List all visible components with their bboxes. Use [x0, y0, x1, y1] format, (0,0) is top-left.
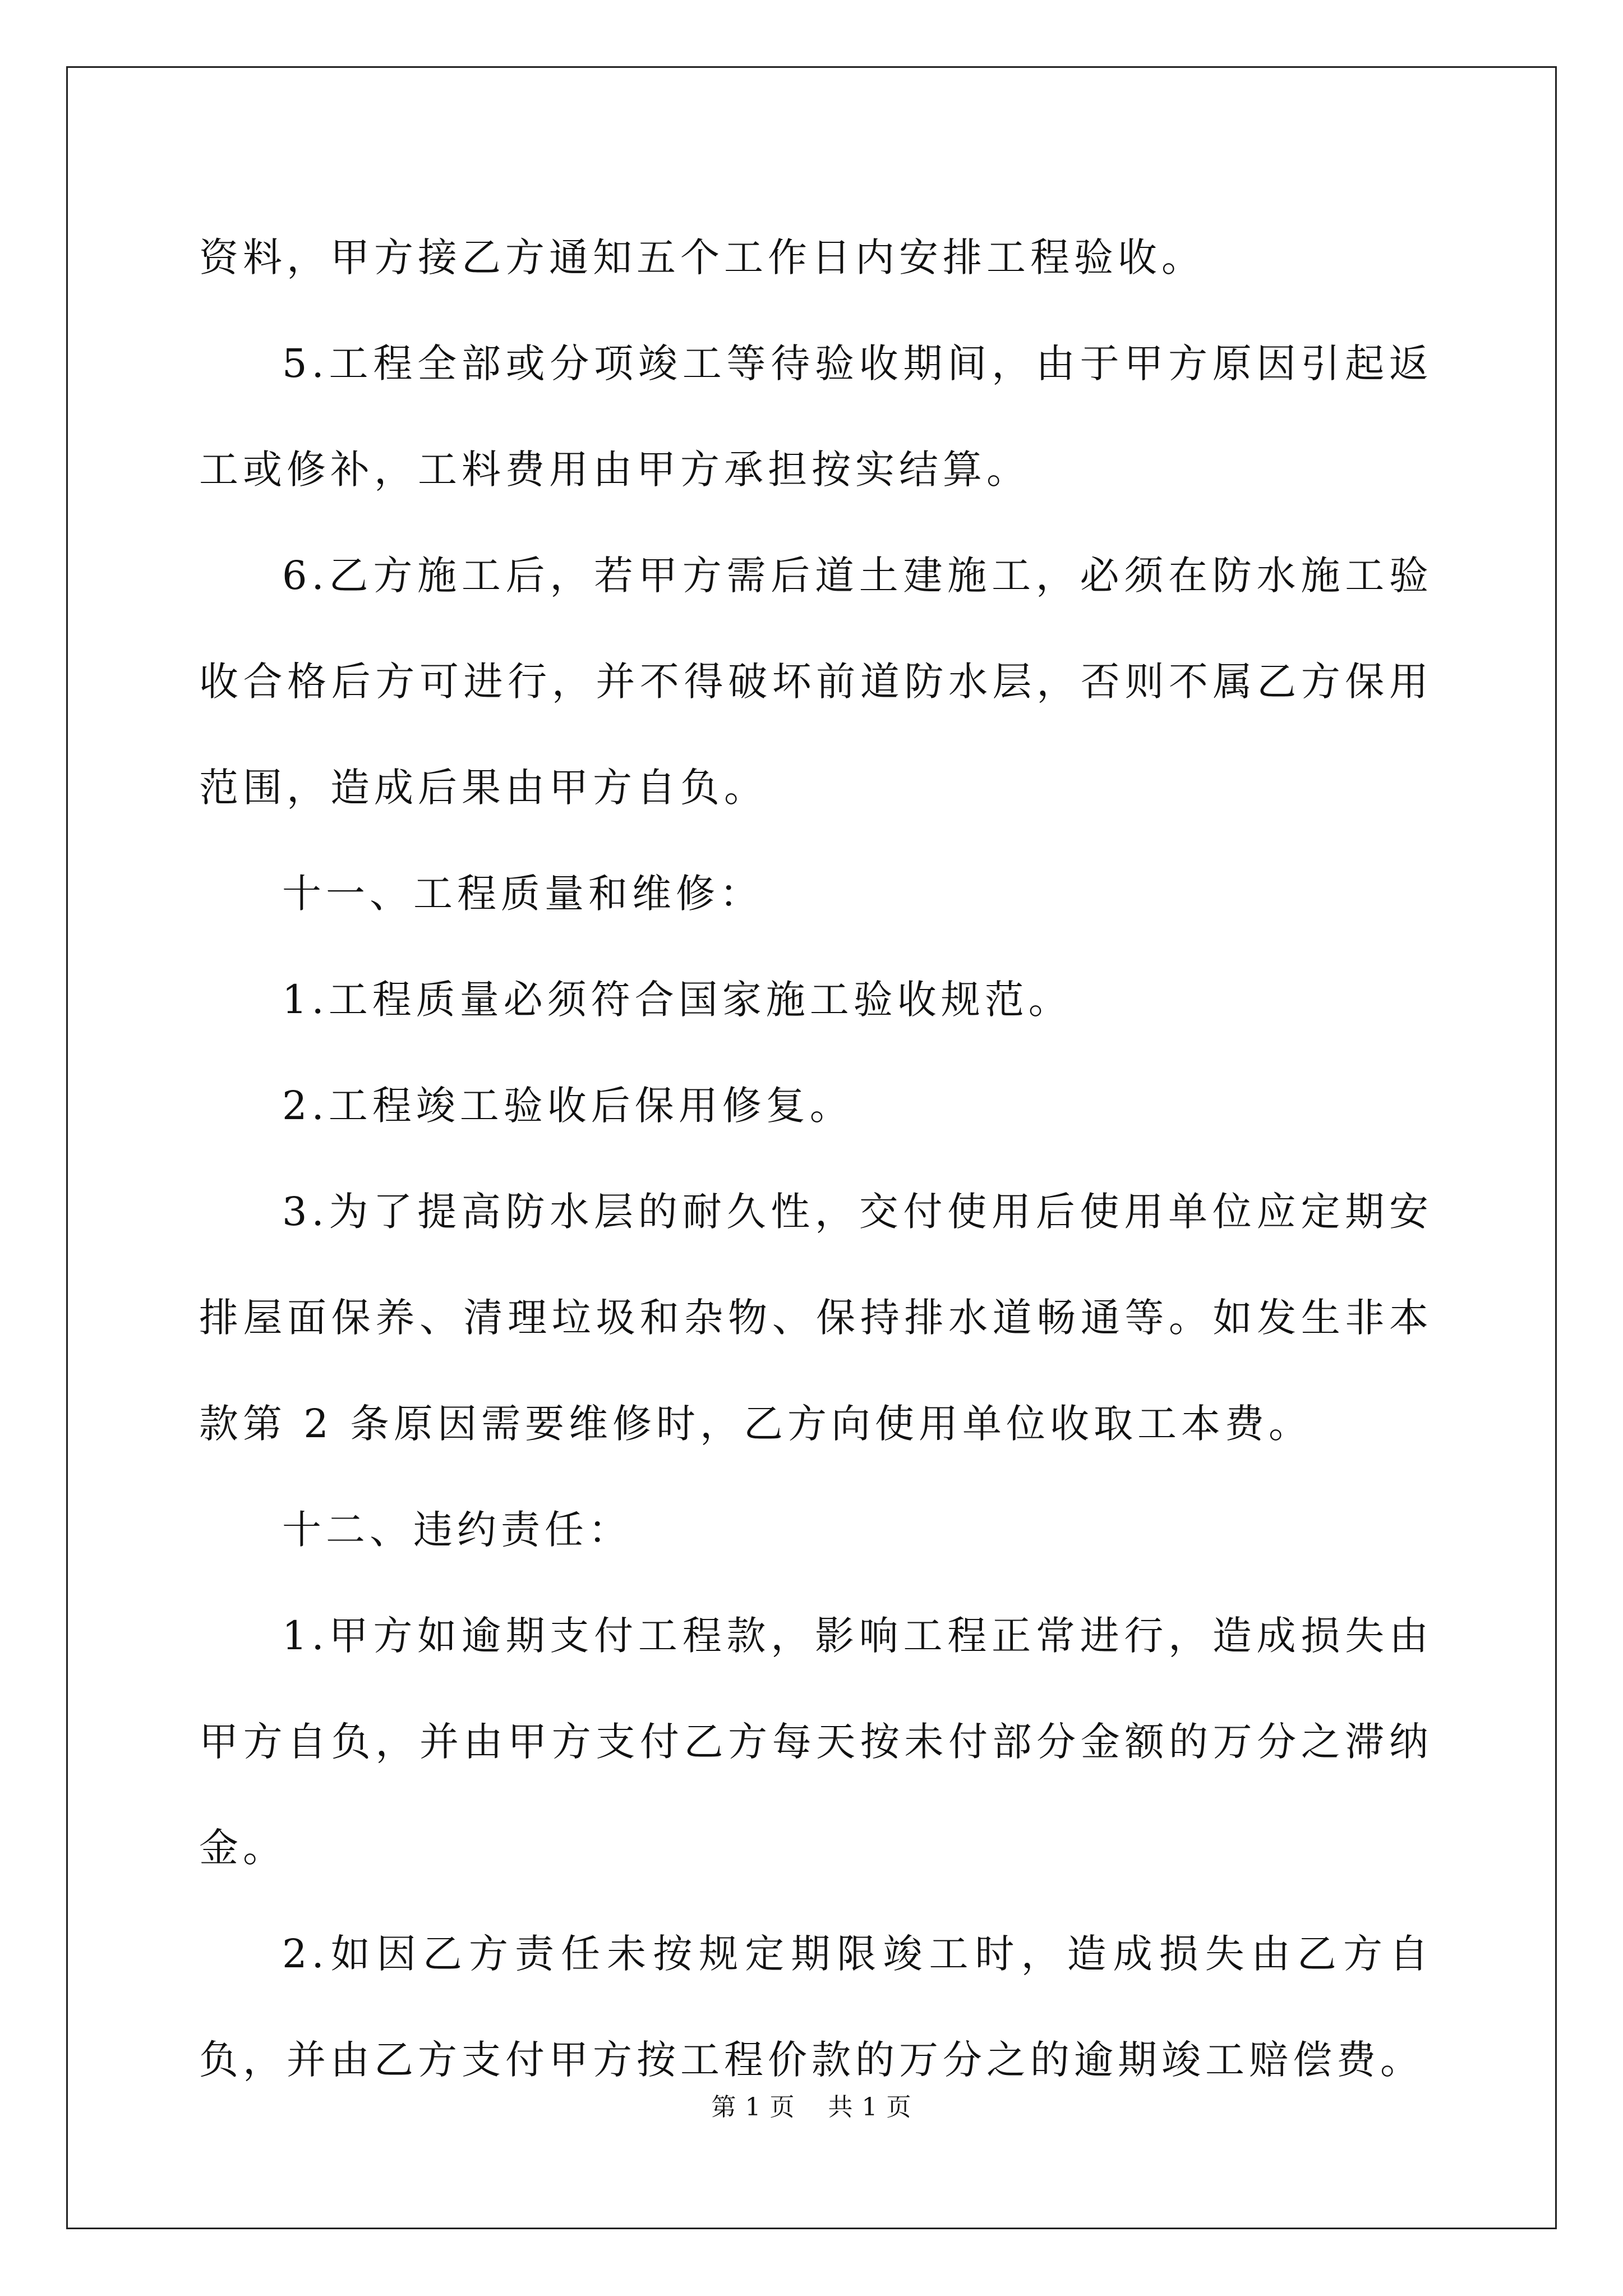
paragraph-penalty-1: 1.甲方如逾期支付工程款，影响工程正常进行，造成损失由甲方自负，并由甲方支付乙方每天按未付部分金额的万分之滞纳金。 — [199, 1613, 1433, 1871]
paragraph-continuation: 资料，甲方接乙方通知五个工作日内安排工程验收。 — [199, 234, 1205, 280]
page-footer — [0, 2087, 1623, 2123]
document-body — [199, 205, 1433, 2113]
page-number-current: 第 1 页 — [711, 2093, 795, 2122]
section-heading-12: 十二、违约责任： — [282, 1507, 632, 1553]
paragraph-item-6: 6.乙方施工后，若甲方需后道土建施工，必须在防水施工验收合格后方可进行，并不得破坏前道防水层，否则不属乙方保用范围，造成后果由甲方自负。 — [199, 553, 1433, 811]
paragraph-item-2: 2.工程竣工验收后保用修复。 — [282, 1083, 854, 1129]
section-heading-11: 十一、工程质量和维修： — [282, 871, 763, 917]
paragraph-item-3: 3.为了提高防水层的耐久性，交付使用后使用单位应定期安排屋面保养、清理垃圾和杂物、保持排水道畅通等。如发生非本款第 2 条原因需要维修时，乙方向使用单位收取工本费。 — [199, 1189, 1433, 1447]
paragraph-item-5: 5.工程全部或分项竣工等待验收期间，由于甲方原因引起返工或修补，工料费用由甲方承担按实结算。 — [199, 341, 1433, 493]
paragraph-item-1: 1.工程质量必须符合国家施工验收规范。 — [282, 977, 1072, 1023]
page-number-total: 共 1 页 — [828, 2093, 912, 2122]
paragraph-penalty-2: 2.如因乙方责任未按规定期限竣工时，造成损失由乙方自负，并由乙方支付甲方按工程价款的万分之的逾期竣工赔偿费。 — [199, 1931, 1433, 2083]
